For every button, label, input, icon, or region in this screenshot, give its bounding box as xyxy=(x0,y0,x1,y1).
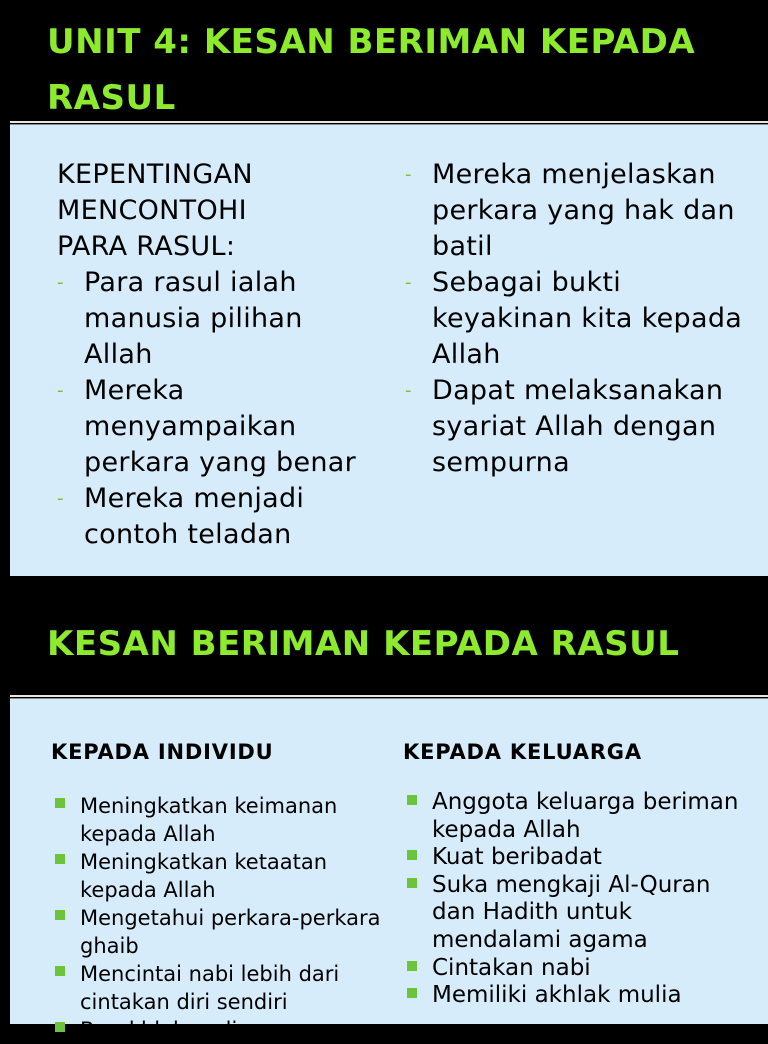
square-bullet-icon xyxy=(407,988,417,998)
slide-title: UNIT 4: KESAN BERIMAN KEPADA RASUL xyxy=(47,22,696,118)
square-bullet-icon xyxy=(55,854,65,864)
left-column xyxy=(57,157,377,553)
individu-list xyxy=(55,792,385,1044)
list-item: - Mereka menjadi contoh teladan xyxy=(57,483,305,550)
divider-line xyxy=(10,695,768,697)
list-item: Mencintai nabi lebih dari cintakan diri sendiri xyxy=(55,960,385,1016)
square-bullet-icon xyxy=(407,878,417,888)
importance-list xyxy=(57,265,377,553)
heading-line: PARA RASUL: xyxy=(57,231,236,262)
list-item: Meningkatkan keimanan kepada Allah xyxy=(55,792,385,848)
dash-bullet-icon: - xyxy=(57,272,64,293)
square-bullet-icon xyxy=(407,961,417,971)
dash-bullet-icon: - xyxy=(405,272,412,293)
title-band xyxy=(0,576,768,694)
list-item: - Para rasul ialah manusia pilihan Allah xyxy=(57,267,303,370)
list-item: Cintakan nabi xyxy=(407,955,752,983)
square-bullet-icon xyxy=(55,910,65,920)
slide-kesan-beriman xyxy=(0,576,768,1042)
list-item: Suka mengkaji Al-Quran dan Hadith untuk mendalami agama xyxy=(407,872,752,955)
list-item: - Mereka menjelaskan perkara yang hak dan batil xyxy=(405,159,735,262)
dash-bullet-icon: - xyxy=(57,488,64,509)
list-item: - Dapat melaksanakan syariat Allah dengan sempurna xyxy=(405,375,724,478)
divider-line xyxy=(10,121,768,123)
dash-bullet-icon: - xyxy=(57,380,64,401)
list-item: Anggota keluarga beriman kepada Allah xyxy=(407,789,752,844)
list-item: - Mereka menyampaikan perkara yang benar xyxy=(57,375,357,478)
square-bullet-icon xyxy=(55,1022,65,1032)
square-bullet-icon xyxy=(55,966,65,976)
section-heading xyxy=(57,157,377,265)
list-item: Memiliki akhlak mulia xyxy=(407,982,752,1010)
list-item: Berakhlak mulia xyxy=(55,1016,385,1044)
square-bullet-icon xyxy=(407,850,417,860)
keluarga-heading: KEPADA KELUARGA xyxy=(403,740,642,764)
right-column xyxy=(405,157,755,481)
heading-line: MENCONTOHI xyxy=(57,195,247,226)
dash-bullet-icon: - xyxy=(405,380,412,401)
list-item: Mengetahui perkara-perkara ghaib xyxy=(55,904,385,960)
title-band xyxy=(0,0,768,120)
importance-list-continued xyxy=(405,157,755,481)
dash-bullet-icon: - xyxy=(405,164,412,185)
heading-line: KEPENTINGAN xyxy=(57,159,253,190)
individu-heading: KEPADA INDIVIDU xyxy=(51,740,274,764)
list-item: Meningkatkan ketaatan kepada Allah xyxy=(55,848,385,904)
square-bullet-icon xyxy=(55,798,65,808)
square-bullet-icon xyxy=(407,795,417,805)
list-item: - Sebagai bukti keyakinan kita kepada Allah xyxy=(405,267,743,370)
slide-title: KESAN BERIMAN KEPADA RASUL xyxy=(47,624,680,664)
keluarga-list xyxy=(407,789,752,1010)
list-item: Kuat beribadat xyxy=(407,844,752,872)
